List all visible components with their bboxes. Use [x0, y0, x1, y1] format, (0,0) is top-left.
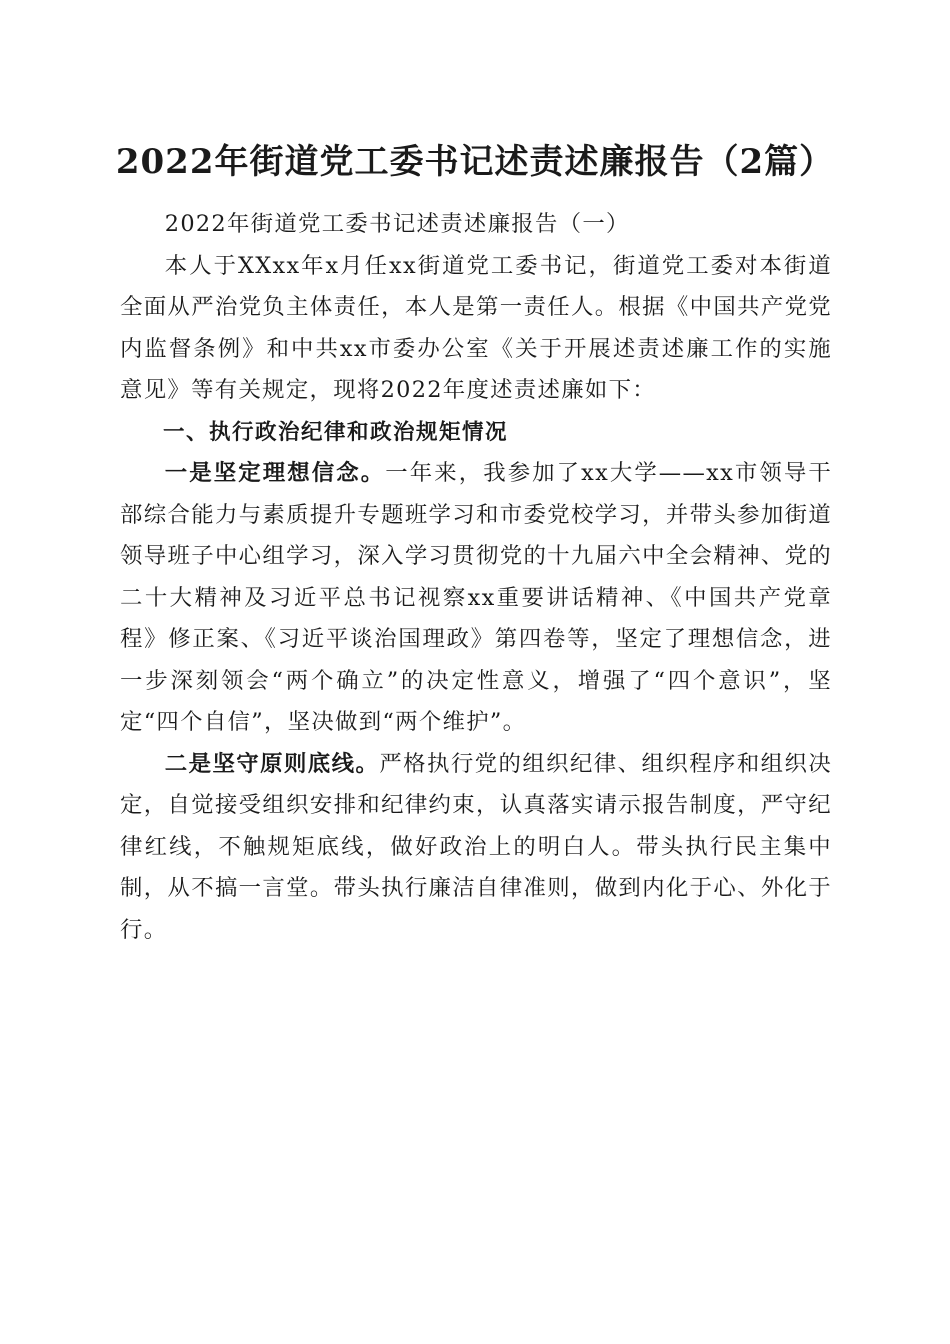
document-subtitle: 2022年街道党工委书记述责述廉报告（一） [164, 211, 630, 237]
document-title: 2022年街道党工委书记述责述廉报告（2篇） [115, 142, 835, 182]
paragraph-1 [120, 453, 832, 744]
intro-paragraph: 本人于XXxx年x月任xx街道党工委书记，街道党工委对本街道全面从严治党负主体责任，本人是第一责任人。根据《中国共产党党内监督条例》和中共xx市委办公室《关于开展述责述廉工作的实施意见》等有关规定，现将2022年度述责述廉如下： [120, 252, 832, 403]
paragraph-1-text: 一年来，我参加了xx大学——xx市领导干部综合能力与素质提升专题班学习和市委党校学习，并带头参加街道领导班子中心组学习，深入学习贯彻党的十九届六中全会精神、党的二十大精神及习近平总书记视察xx重要讲话精神、《中国共产党章程》修正案、《习近平谈治国理政》第四卷等，坚定了理想信念，进一步深刻领会“两个确立”的决定性意义，增强了“四个意识”，坚定“四个自信”，坚决做到“两个维护”。 [120, 460, 833, 735]
paragraph-2-text: 严格执行党的组织纪律、组织程序和组织决定，自觉接受组织安排和纪律约束，认真落实请示报告制度，严守纪律红线，不触规矩底线，做好政治上的明白人。带头执行民主集中制，从不搞一言堂。带头执行廉洁自律准则，做到内化于心、外化于行。 [120, 750, 833, 943]
paragraph-2-lead: 二是坚守原则底线。 [164, 750, 380, 777]
document-body [120, 204, 832, 951]
paragraph-2 [120, 744, 832, 952]
paragraph-1-lead: 一是坚定理想信念。 [164, 460, 386, 486]
section-heading: 一、执行政治纪律和政治规矩情况 [163, 419, 509, 445]
